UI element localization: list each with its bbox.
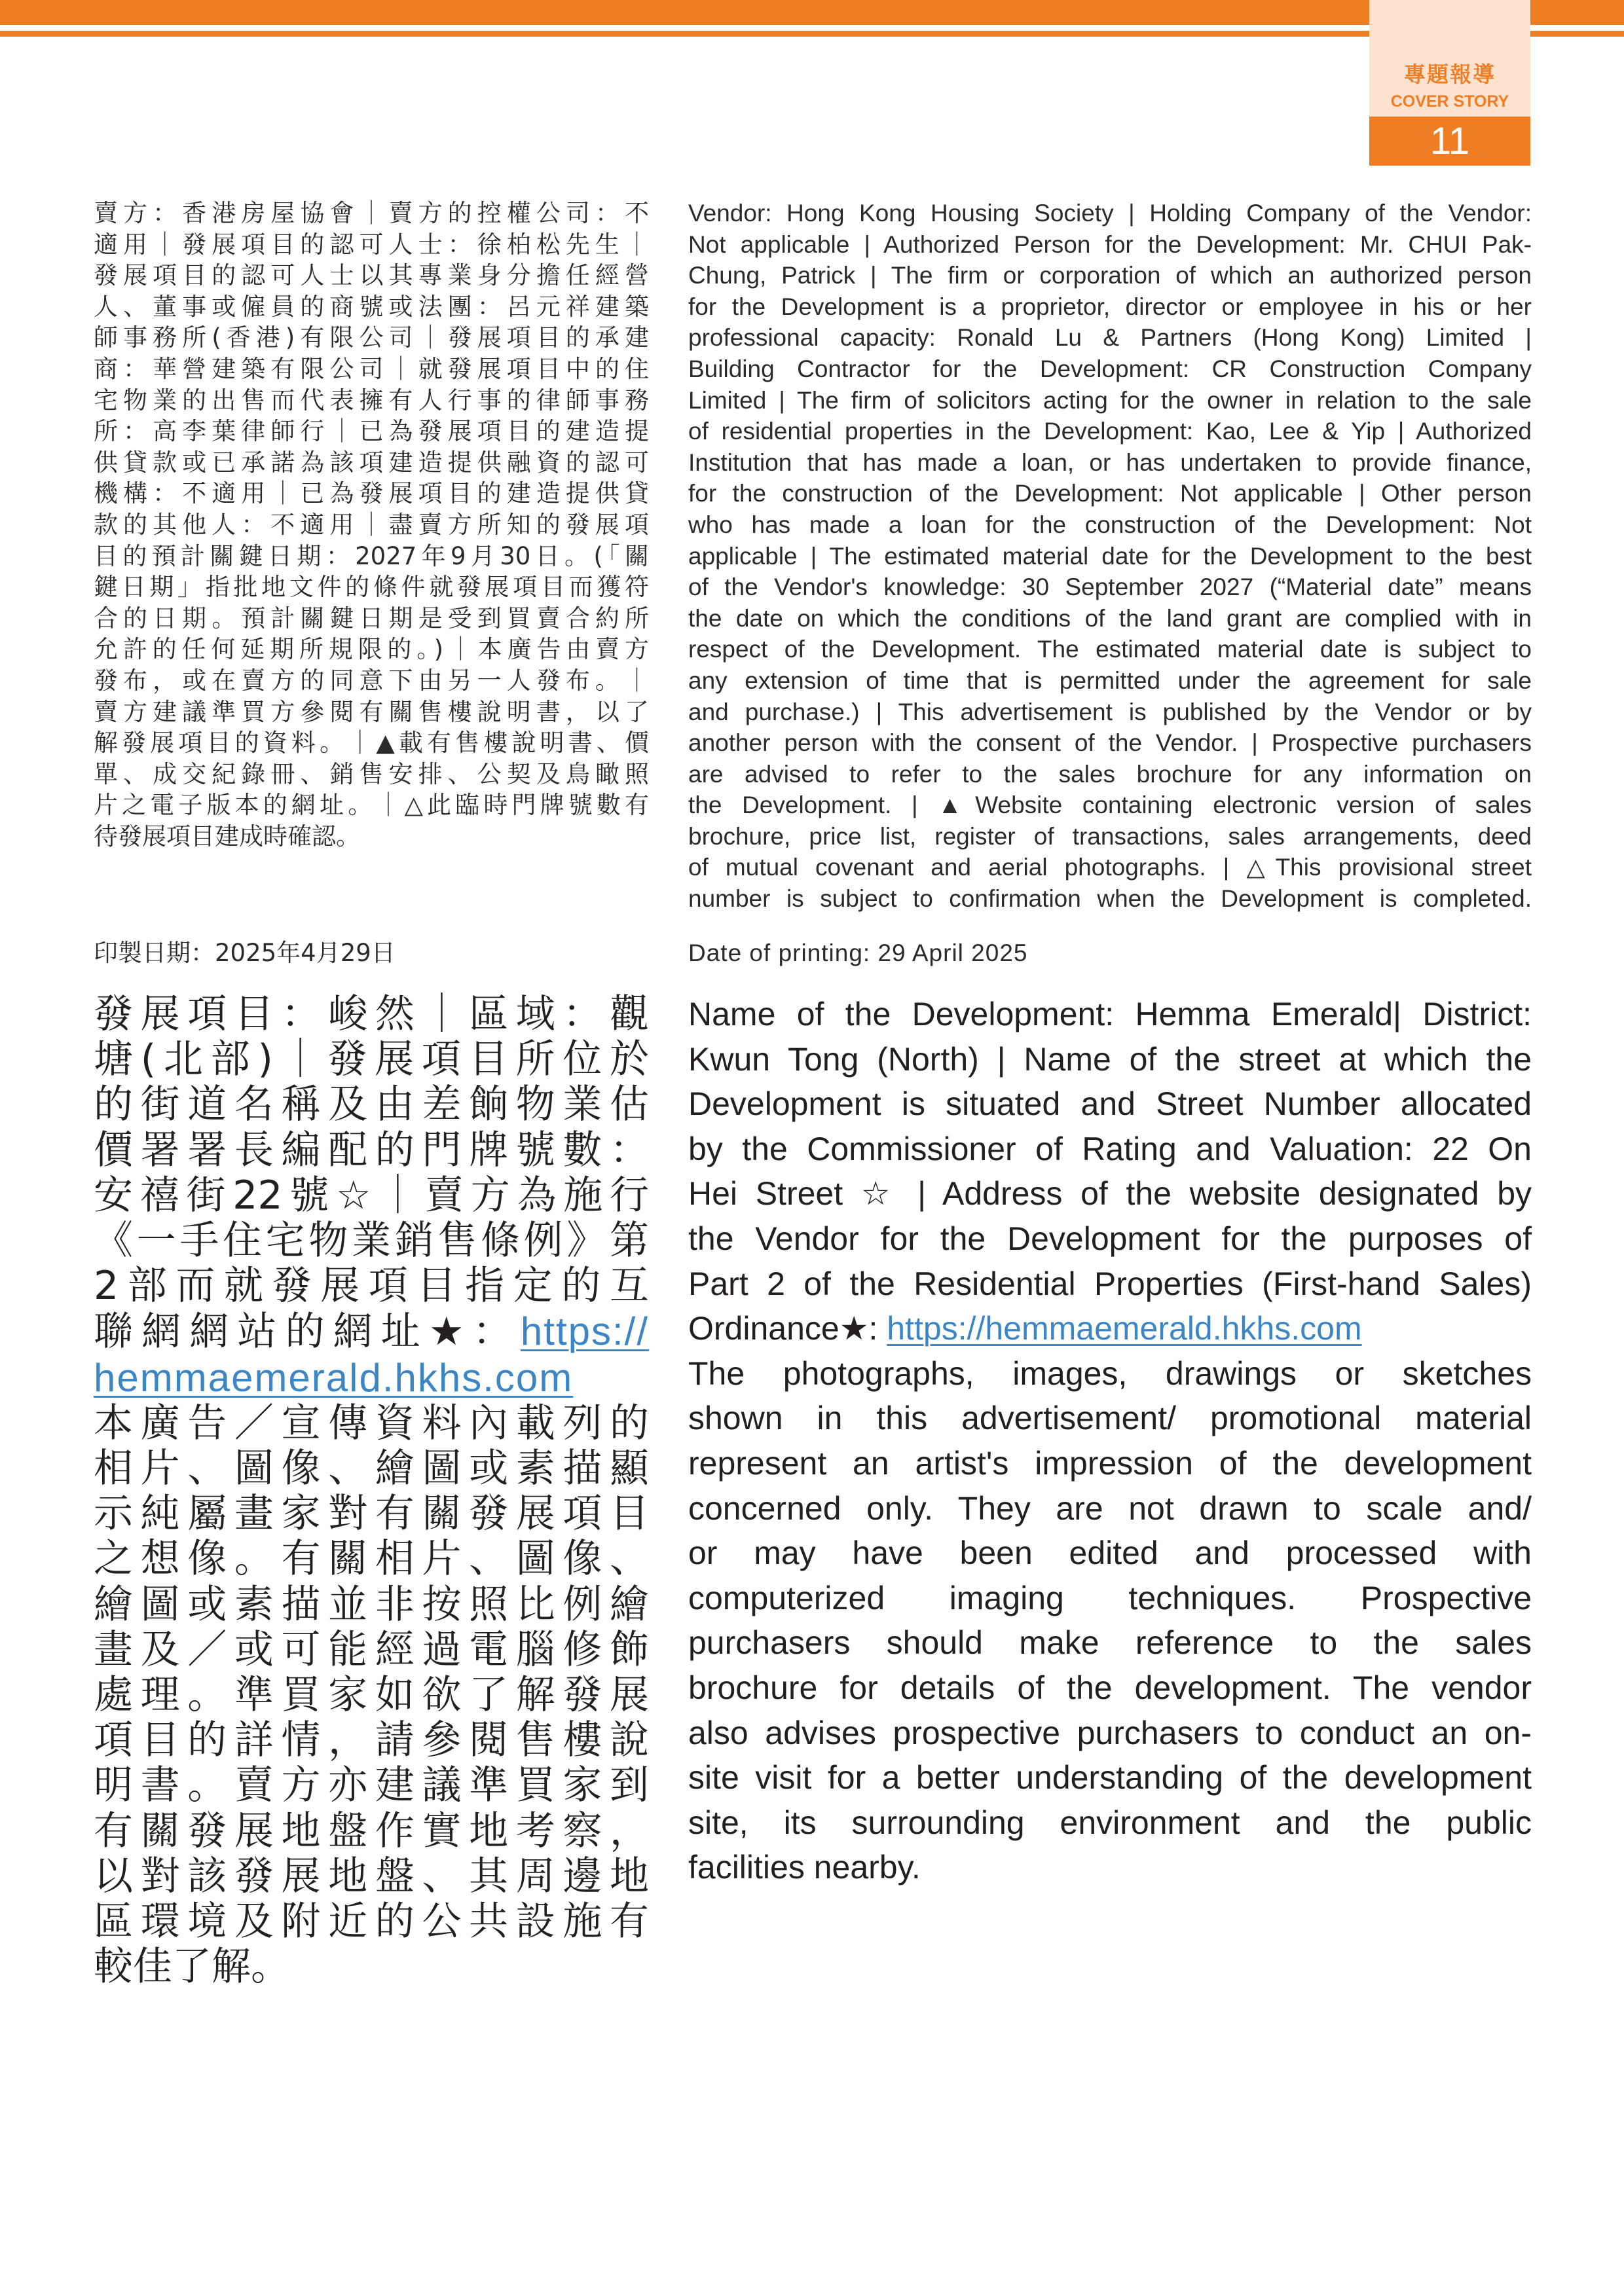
particulars-en-line: for the Development is a proprietor, director or employee in his or her [688, 293, 1532, 320]
page-number-box [1369, 117, 1530, 166]
section-tab [1369, 0, 1530, 166]
development-details-zh-line [94, 1309, 649, 1355]
artist-impression-notice-zh-line: 以對該發展地盤、其周邊地 [94, 1853, 649, 1899]
particulars-en-line: Institution that has made a loan, or has undertaken to provide finance, [688, 448, 1532, 476]
artist-impression-notice-en-line: shown in this advertisement/ promotional material [688, 1400, 1532, 1437]
particulars-en-line: Vendor: Hong Kong Housing Society | Holding Company of the Vendor: [688, 200, 1532, 227]
artist-impression-notice-en-line: purchasers should make reference to the sales [688, 1624, 1532, 1662]
artist-impression-notice-zh-line: 處理。準買家如欲了解發展 [94, 1672, 649, 1719]
particulars-en-line: Not applicable | Authorized Person for the Development: Mr. CHUI Pak- [688, 230, 1532, 258]
artist-impression-notice-en-line: represent an artist's impression of the development [688, 1444, 1532, 1482]
particulars-en-line: of mutual covenant and aerial photographs. | △This provisional street [688, 854, 1532, 881]
particulars-en-line: who has made a loan for the construction of the Development: Not [688, 511, 1532, 538]
artist-impression-notice-zh-line: 本廣告／宣傳資料內載列的 [94, 1400, 649, 1446]
particulars-en-line: of the Vendor's knowledge: 30 September 2027 (“Material date” means [688, 574, 1532, 601]
website-link[interactable]: https:// [520, 1309, 649, 1354]
particulars-zh-line: 賣方建議準買方參閱有關售樓說明書，以了 [94, 697, 649, 726]
development-details-en-line: by the Commissioner of Rating and Valuation: 22 On [688, 1130, 1532, 1167]
particulars-zh-line: 機構：不適用｜已為發展項目的建造提供貸 [94, 479, 649, 508]
particulars-en [688, 198, 1532, 915]
development-info-en [688, 992, 1532, 1890]
artist-impression-notice-zh-line: 畫及／或可能經過電腦修飾 [94, 1626, 649, 1673]
particulars-zh-line: 允許的任何延期所規限的。)｜本廣告由賣方 [94, 635, 649, 664]
printing-date-zh: 印製日期：2025年4月29日 [94, 939, 396, 967]
particulars-zh [94, 198, 649, 852]
section-title-en: COVER STORY [1390, 92, 1509, 111]
development-details-en-line [688, 1306, 1532, 1351]
artist-impression-notice-zh [94, 1401, 649, 1990]
page-number: 11 [1430, 120, 1470, 162]
artist-impression-notice-zh-line: 區環境及附近的公共設施有 [94, 1899, 649, 1945]
particulars-en-line: any extension of time that is permitted under the agreement for sale [688, 666, 1532, 694]
particulars-zh-line: 目的預計關鍵日期：2027年9月30日。(「關 [94, 541, 649, 570]
development-details-zh-line: 塘(北部)｜發展項目所位於 [94, 1036, 649, 1083]
particulars-zh-line: 適用｜發展項目的認可人士：徐柏松先生｜ [94, 230, 649, 259]
particulars-en-line: the date on which the conditions of the land grant are complied with in [688, 604, 1532, 632]
artist-impression-notice-zh-line: 項目的詳情，請參閱售樓說 [94, 1717, 649, 1764]
particulars-zh-line: 所：高李葉律師行｜已為發展項目的建造提 [94, 417, 649, 446]
artist-impression-notice-en [688, 1351, 1532, 1890]
particulars-zh-line: 款的其他人：不適用｜盡賣方所知的發展項 [94, 510, 649, 539]
artist-impression-notice-zh-line: 明書。賣方亦建議準買家到 [94, 1762, 649, 1809]
artist-impression-notice-en-line: site, its surrounding environment and the public [688, 1804, 1532, 1841]
artist-impression-notice-en-line: or may have been edited and processed with [688, 1535, 1532, 1572]
particulars-zh-line: 發展項目的認可人士以其專業身分擔任經營 [94, 261, 649, 290]
development-details-zh [94, 992, 649, 1401]
particulars-en-line: the Development. | ▲Website containing electronic version of sales [688, 792, 1532, 819]
development-details-en-line-text: Ordinance★: [688, 1310, 887, 1347]
particulars-zh-line: 單、成交紀錄冊、銷售安排、公契及鳥瞰照 [94, 759, 649, 788]
artist-impression-notice-en-line: The photographs, images, drawings or sketches [688, 1355, 1532, 1392]
artist-impression-notice-zh-line: 繪圖或素描並非按照比例繪 [94, 1581, 649, 1628]
particulars-en-line: another person with the consent of the Vendor. | Prospective purchasers [688, 729, 1532, 757]
development-details-zh-line: 2部而就發展項目指定的互 [94, 1263, 649, 1309]
particulars-zh-line: 待發展項目建成時確認。 [94, 822, 360, 850]
artist-impression-notice-zh-line: 較佳了解。 [94, 1944, 290, 1990]
particulars-zh-line: 賣方：香港房屋協會｜賣方的控權公司：不 [94, 199, 649, 227]
development-details-zh-line: 《一手住宅物業銷售條例》第 [94, 1218, 649, 1264]
artist-impression-notice-en-line: computerized imaging techniques. Prospective [688, 1579, 1532, 1616]
artist-impression-notice-zh-line: 之想像。有關相片、圖像、 [94, 1536, 649, 1582]
particulars-en-line: number is subject to confirmation when the Development is completed. [688, 885, 1532, 913]
artist-impression-notice-en-line: concerned only. They are not drawn to scale and/ [688, 1489, 1532, 1527]
artist-impression-notice-en-line: brochure for details of the development. The vendor [688, 1669, 1532, 1706]
particulars-zh-line: 鍵日期」指批地文件的條件就發展項目而獲符 [94, 573, 649, 602]
particulars-en-line: Chung, Patrick | The firm or corporation of which an authorized person [688, 262, 1532, 289]
printing-date-en: Date of printing: 29 April 2025 [688, 939, 1028, 966]
section-title-zh: 專題報導 [1404, 62, 1496, 87]
development-details-en-line: Kwun Tong (North) | Name of the street at which the [688, 1040, 1532, 1078]
development-details-en [688, 992, 1532, 1351]
development-details-zh-line: 發展項目：峻然｜區域：觀 [94, 991, 649, 1037]
particulars-en-line: Limited | The firm of solicitors acting for the owner in relation to the sale [688, 386, 1532, 414]
particulars-en-line: Building Contractor for the Development: CR Construction Company [688, 355, 1532, 382]
website-link[interactable]: hemmaemerald.hkhs.com [94, 1355, 574, 1400]
development-details-en-line: Part 2 of the Residential Properties (First-hand Sales) [688, 1265, 1532, 1302]
development-details-zh-line: 安禧街22號☆｜賣方為施行 [94, 1172, 649, 1218]
development-details-en-line: the Vendor for the Development for the purposes of [688, 1220, 1532, 1257]
development-info-zh [94, 992, 649, 1990]
particulars-en-line: respect of the Development. The estimated material date is subject to [688, 636, 1532, 663]
particulars-zh-line: 商：華營建築有限公司｜就發展項目中的住 [94, 354, 649, 383]
development-details-en-line: Name of the Development: Hemma Emerald| District: [688, 996, 1532, 1032]
particulars-zh-line: 解發展項目的資料。｜▲載有售樓說明書、價 [94, 729, 649, 757]
particulars-zh-line: 供貸款或已承諾為該項建造提供融資的認可 [94, 448, 649, 477]
particulars-zh-line: 宅物業的出售而代表擁有人行事的律師事務 [94, 386, 649, 414]
particulars-zh-line: 人、董事或僱員的商號或法團：呂元祥建築 [94, 292, 649, 321]
particulars-zh-line: 合的日期。預計關鍵日期是受到買賣合約所 [94, 604, 649, 632]
particulars-zh-line: 發布，或在賣方的同意下由另一人發布。｜ [94, 666, 649, 695]
artist-impression-notice-zh-line: 示純屬畫家對有關發展項目 [94, 1491, 649, 1537]
artist-impression-notice-zh-line: 相片、圖像、繪圖或素描顯 [94, 1446, 649, 1492]
development-details-zh-line-text: 聯網網站的網址★： [94, 1309, 521, 1355]
website-link[interactable]: https://hemmaemerald.hkhs.com [887, 1310, 1362, 1347]
development-details-zh-line: 的街道名稱及由差餉物業估 [94, 1082, 649, 1128]
particulars-en-line: applicable | The estimated material date for the Development to the best [688, 542, 1532, 570]
particulars-zh-line: 片之電子版本的網址。｜△此臨時門牌號數有 [94, 791, 649, 820]
development-details-zh-line [94, 1355, 649, 1401]
artist-impression-notice-en-line: site visit for a better understanding of the development [688, 1759, 1532, 1796]
particulars-zh-line: 師事務所(香港)有限公司｜發展項目的承建 [94, 323, 649, 352]
particulars-en-line: and purchase.) | This advertisement is published by the Vendor or by [688, 698, 1532, 725]
particulars-en-line: professional capacity: Ronald Lu & Partners (Hong Kong) Limited | [688, 324, 1532, 352]
development-details-zh-line: 價署署長編配的門牌號數： [94, 1127, 649, 1173]
artist-impression-notice-zh-line: 有關發展地盤作實地考察， [94, 1808, 649, 1854]
particulars-en-line: brochure, price list, register of transactions, sales arrangements, deed [688, 822, 1532, 850]
development-details-en-line: Development is situated and Street Number allocated [688, 1085, 1532, 1123]
particulars-en-line: are advised to refer to the sales brochure for any information on [688, 760, 1532, 788]
particulars-en-line: of residential properties in the Development: Kao, Lee & Yip | Authorized [688, 418, 1532, 445]
artist-impression-notice-en-line: also advises prospective purchasers to conduct an on- [688, 1714, 1532, 1751]
development-details-en-line: Hei Street ☆ | Address of the website designated by [688, 1175, 1532, 1212]
artist-impression-notice-en-line: facilities nearby. [688, 1849, 921, 1886]
particulars-en-line: for the construction of the Development: Not applicable | Other person [688, 480, 1532, 507]
